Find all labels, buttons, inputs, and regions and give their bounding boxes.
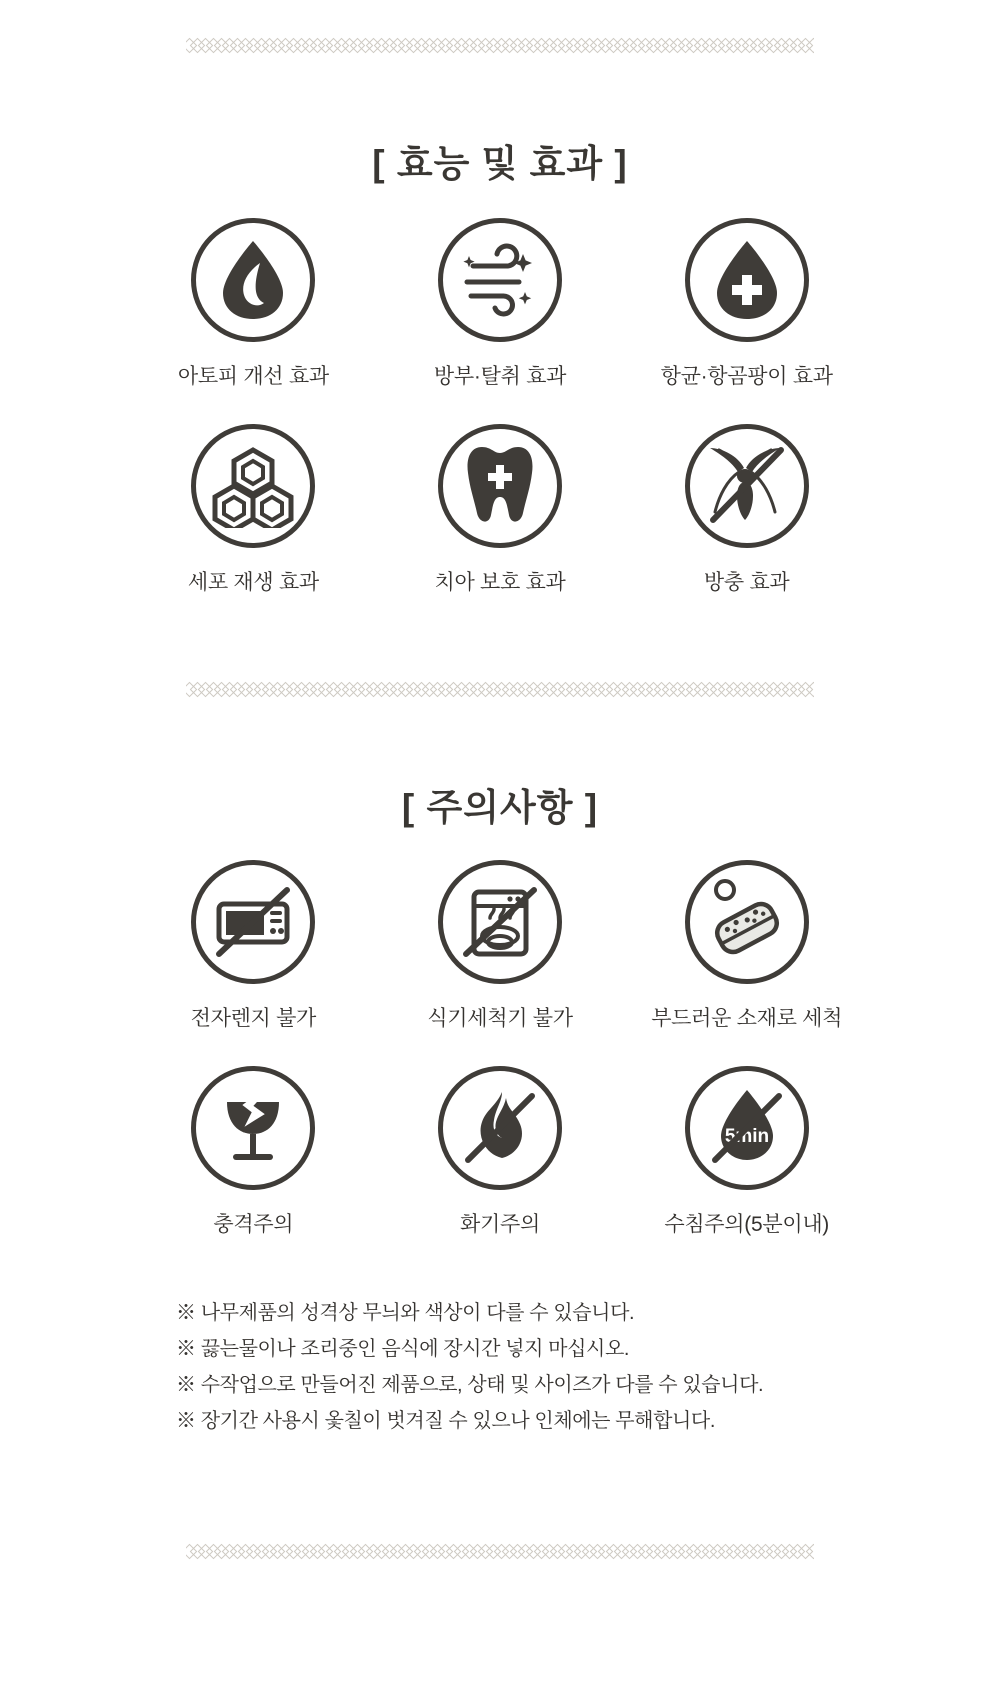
caution-item	[623, 1066, 870, 1238]
droplet-leaf-icon	[191, 218, 315, 342]
droplet-leaf-glyph	[214, 237, 292, 323]
water-soak-5min-icon	[685, 1066, 809, 1190]
droplet-cross-glyph	[708, 237, 786, 323]
caution-item	[377, 1066, 624, 1238]
note-line: ※ 나무제품의 성격상 무늬와 색상이 다를 수 있습니다.	[176, 1302, 635, 1324]
caution-item	[623, 860, 870, 1032]
caution-label: 식기세척기 불가	[427, 1007, 573, 1030]
caution-label: 충격주의	[213, 1213, 294, 1236]
benefit-item	[377, 424, 624, 596]
caution-item	[130, 1066, 377, 1238]
section-title-benefits: [ 효능 및 효과 ]	[372, 143, 628, 184]
divider-diamonds	[186, 684, 814, 695]
benefit-item	[377, 218, 624, 390]
microwave-prohibited-glyph	[205, 874, 301, 970]
benefit-label: 아토피 개선 효과	[177, 365, 329, 388]
divider-diamonds	[186, 1546, 814, 1557]
dishwasher-prohibited-icon	[438, 860, 562, 984]
notes-list	[176, 1295, 816, 1439]
benefit-item	[623, 218, 870, 390]
honeycomb-cells-icon	[191, 424, 315, 548]
wind-freshness-glyph	[457, 240, 543, 320]
divider-top	[186, 34, 814, 56]
benefit-label: 항균·항곰팡이 효과	[660, 365, 833, 388]
caution-label: 수침주의(5분이내)	[664, 1213, 829, 1236]
mosquito-prohibited-glyph	[699, 438, 795, 534]
broken-glass-glyph	[205, 1080, 301, 1176]
caution-label: 부드러운 소재로 세척	[651, 1007, 843, 1030]
benefit-label: 방부·탈취 효과	[433, 365, 567, 388]
water-soak-5min-glyph	[699, 1080, 795, 1176]
caution-label: 화기주의	[460, 1213, 540, 1236]
soak-time-badge: 5min	[724, 1126, 769, 1147]
note-line: ※ 수작업으로 만들어진 제품으로, 상태 및 사이즈가 다를 수 있습니다.	[176, 1374, 764, 1396]
flame-prohibited-glyph	[452, 1080, 548, 1176]
note-line: ※ 끓는물이나 조리중인 음식에 장시간 넣지 마십시오.	[176, 1338, 630, 1360]
cautions-grid	[130, 860, 870, 1238]
section-title-cautions: [ 주의사항 ]	[401, 787, 599, 828]
note-line: ※ 장기간 사용시 옻칠이 벗겨질 수 있으나 인체에는 무해합니다.	[176, 1410, 716, 1432]
microwave-prohibited-icon	[191, 860, 315, 984]
divider-bottom	[186, 1540, 814, 1562]
divider-diamonds	[186, 40, 814, 51]
benefit-item	[130, 424, 377, 596]
caution-item	[130, 860, 377, 1032]
tooth-cross-glyph	[462, 443, 538, 529]
benefit-label: 방충 효과	[703, 571, 790, 594]
benefit-label: 세포 재생 효과	[187, 571, 319, 594]
droplet-cross-icon	[685, 218, 809, 342]
tooth-cross-icon	[438, 424, 562, 548]
honeycomb-cells-glyph	[209, 444, 297, 528]
benefit-label: 치아 보호 효과	[434, 571, 566, 594]
benefit-item	[623, 424, 870, 596]
caution-label: 전자렌지 불가	[190, 1007, 317, 1030]
divider-middle	[186, 678, 814, 700]
soft-sponge-icon	[685, 860, 809, 984]
benefits-grid	[130, 218, 870, 596]
caution-item	[377, 860, 624, 1032]
broken-glass-icon	[191, 1066, 315, 1190]
benefit-item	[130, 218, 377, 390]
mosquito-prohibited-icon	[685, 424, 809, 548]
flame-prohibited-icon	[438, 1066, 562, 1190]
soft-sponge-glyph	[699, 874, 795, 970]
dishwasher-prohibited-glyph	[452, 874, 548, 970]
wind-freshness-icon	[438, 218, 562, 342]
